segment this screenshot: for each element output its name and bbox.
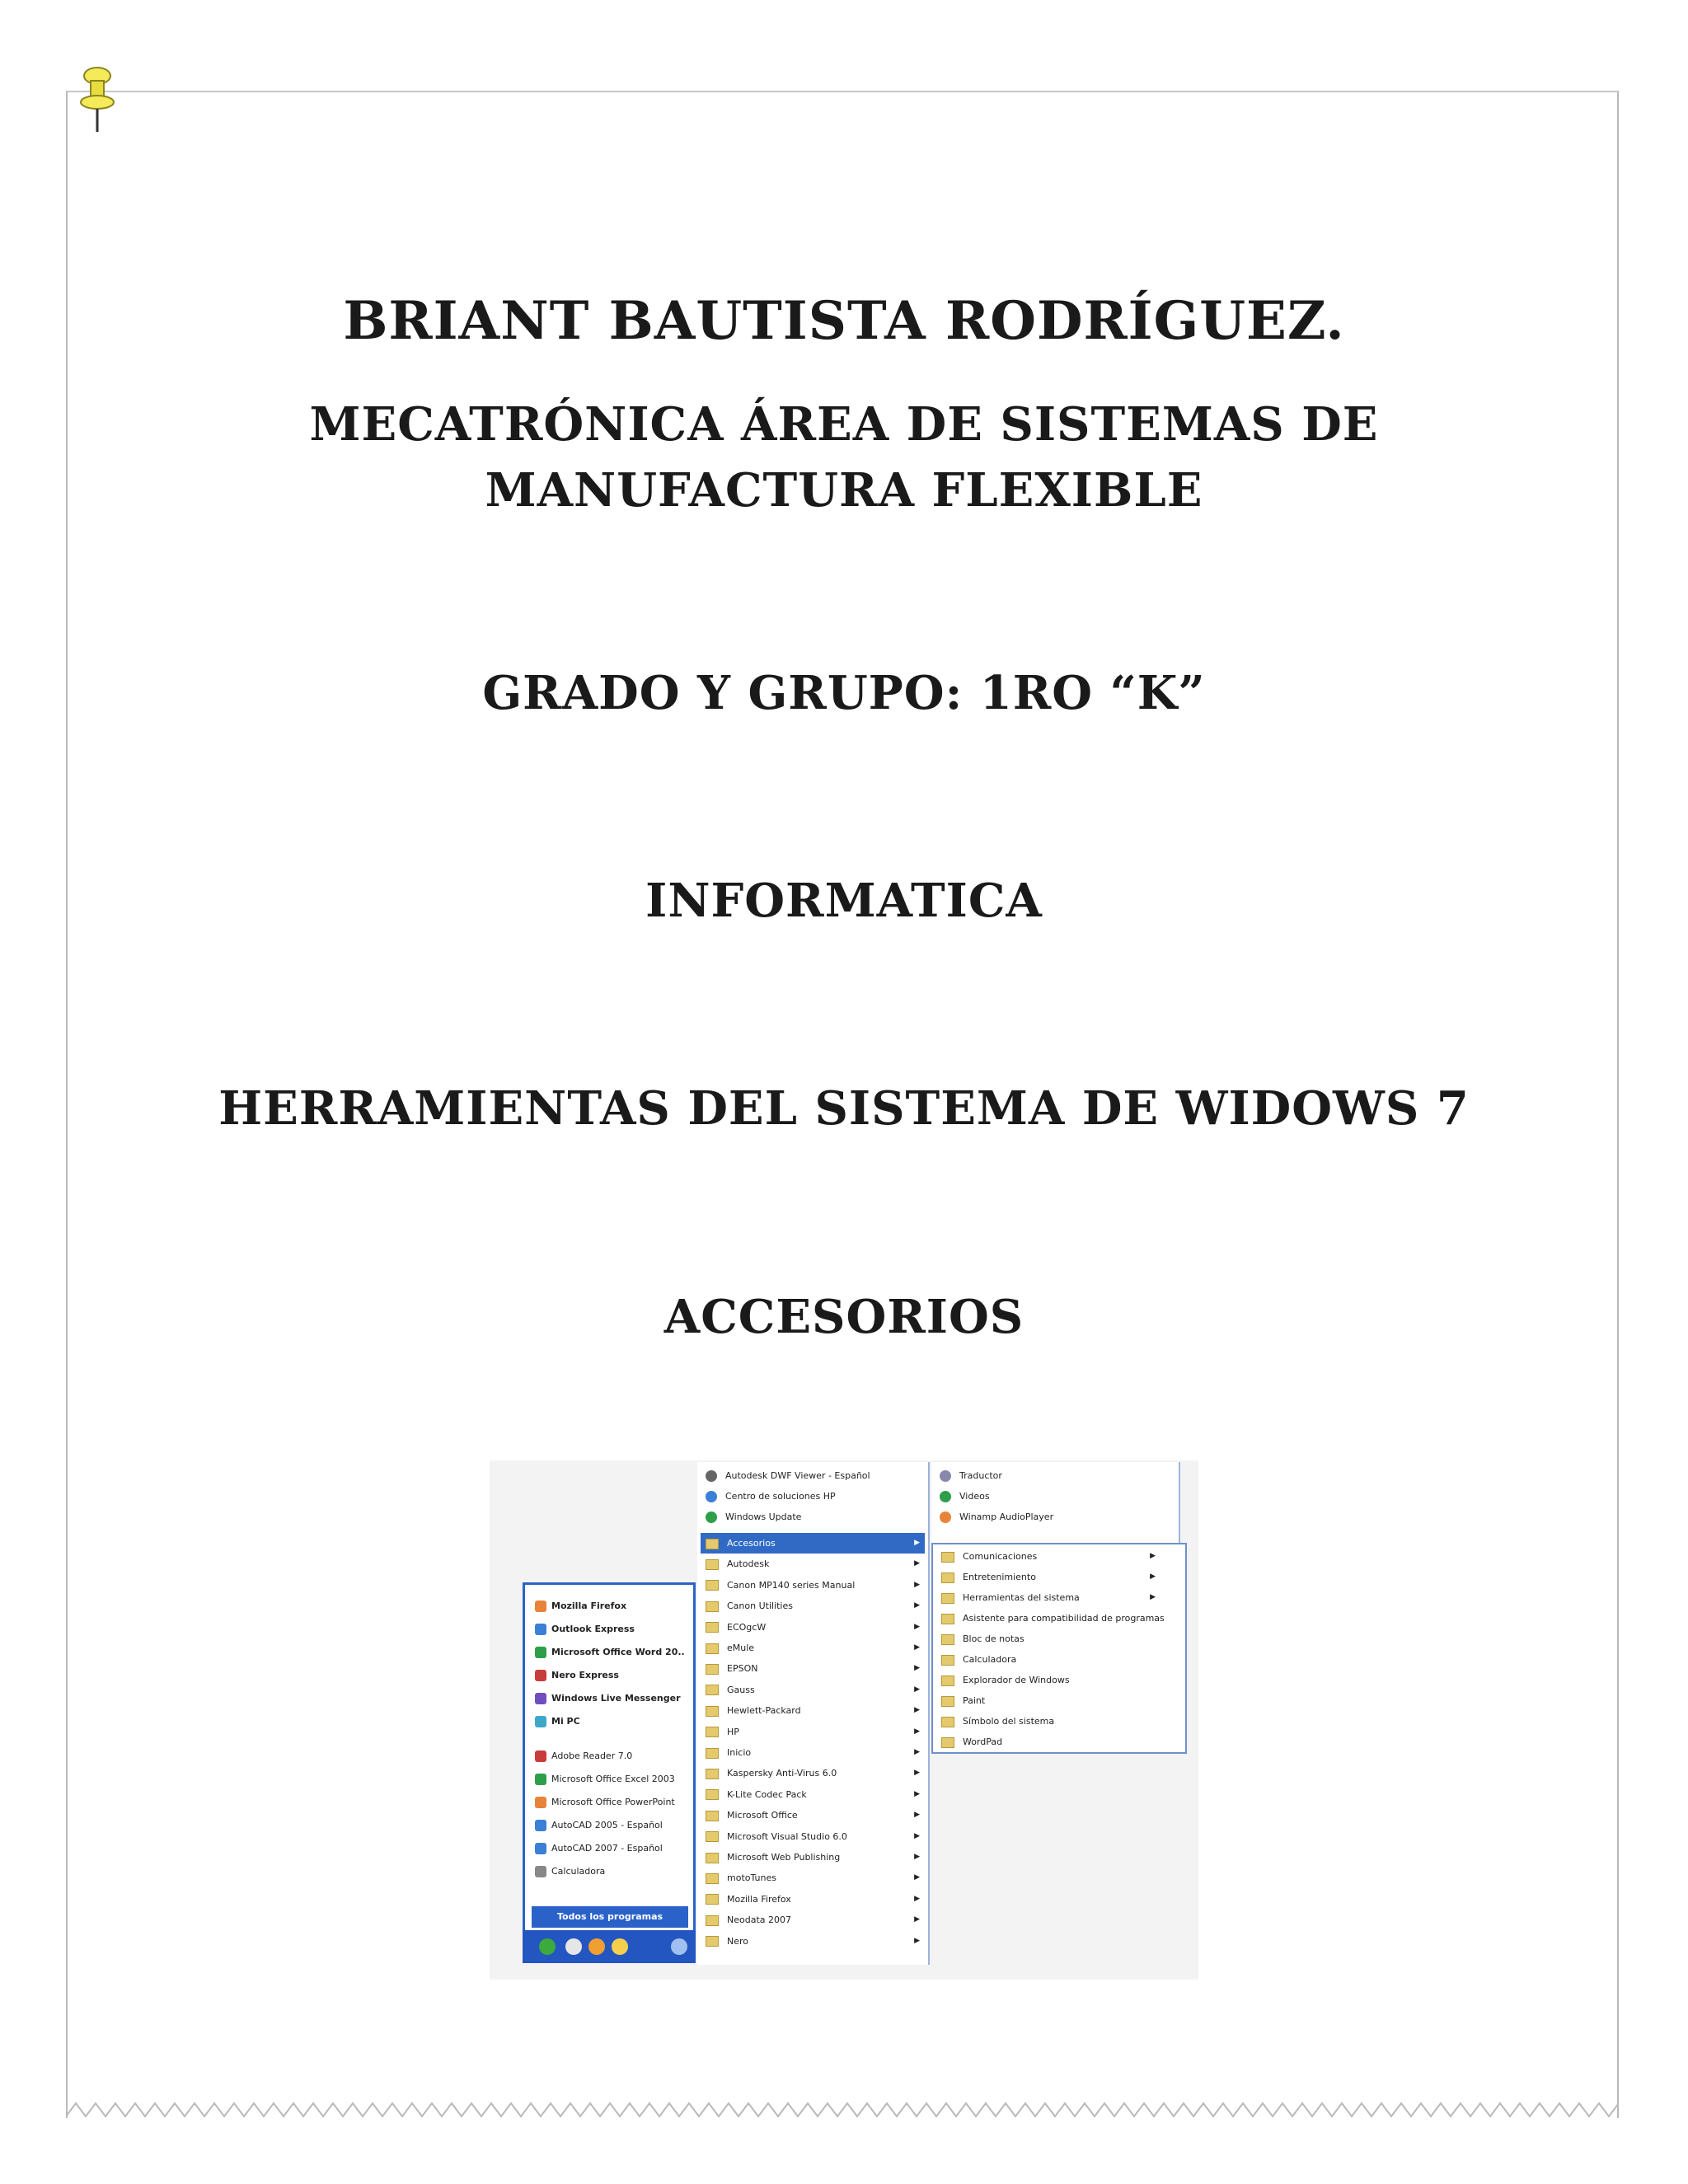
folder-icon xyxy=(706,1936,719,1947)
programs-menu-folder xyxy=(701,1638,925,1658)
submenu-arrow-icon: ▶ xyxy=(1150,1552,1156,1560)
accessories-menu-item-label: Calculadora xyxy=(963,1654,1017,1665)
submenu-arrow-icon: ▶ xyxy=(914,1622,920,1631)
start-menu-item-label: Microsoft Office Excel 2003 xyxy=(551,1774,675,1784)
programs-menu-folder xyxy=(701,1847,925,1868)
programs-menu-folder-label: Microsoft Office xyxy=(727,1810,798,1821)
program-icon xyxy=(941,1572,954,1583)
accessories-menu-item xyxy=(936,1732,1160,1752)
programs-menu-folder xyxy=(701,1826,925,1847)
programs-menu-item-label: Autodesk DWF Viewer - Español xyxy=(725,1470,870,1481)
program-icon xyxy=(706,1470,717,1482)
programs-menu-item-label: Windows Update xyxy=(725,1511,802,1522)
program-icon xyxy=(940,1491,951,1502)
folder-icon xyxy=(706,1559,719,1570)
quicklaunch-icon xyxy=(671,1938,687,1955)
folder-icon xyxy=(706,1811,719,1821)
folder-icon xyxy=(706,1580,719,1591)
programs-menu-folder xyxy=(701,1722,925,1742)
extra-programs-menu xyxy=(931,1462,1180,1548)
program-icon xyxy=(941,1675,954,1686)
programs-menu-folder xyxy=(701,1700,925,1721)
all-programs-button: Todos los programas xyxy=(532,1906,688,1928)
submenu-arrow-icon: ▶ xyxy=(914,1811,920,1820)
submenu-arrow-icon: ▶ xyxy=(914,1748,920,1756)
accessories-menu-item-label: Bloc de notas xyxy=(963,1633,1025,1644)
programs-menu-folder-label: Neodata 2007 xyxy=(727,1915,791,1926)
program-icon xyxy=(940,1511,951,1523)
start-menu-item-label: Mi PC xyxy=(551,1716,580,1727)
programs-menu-folder-label: HP xyxy=(727,1726,739,1737)
accessories-menu-item xyxy=(936,1629,1160,1649)
submenu-arrow-icon: ▶ xyxy=(914,1769,920,1778)
submenu-arrow-icon: ▶ xyxy=(914,1643,920,1652)
programs-menu-folder xyxy=(701,1742,925,1763)
quicklaunch-icon xyxy=(612,1938,628,1955)
start-orb-icon xyxy=(539,1938,556,1955)
folder-icon xyxy=(706,1539,719,1549)
programs-menu-folder xyxy=(701,1575,925,1596)
accessories-menu-item xyxy=(936,1690,1160,1711)
folder-icon xyxy=(706,1664,719,1675)
submenu-arrow-icon: ▶ xyxy=(914,1664,920,1673)
programs-menu-folder xyxy=(701,1554,925,1574)
program-icon xyxy=(941,1696,954,1707)
submenu-arrow-icon: ▶ xyxy=(914,1539,920,1547)
accessories-menu-item xyxy=(936,1567,1160,1587)
section-title: ACCESORIOS xyxy=(663,1290,1025,1344)
side-menu-item-label: Traductor xyxy=(959,1470,1002,1481)
programs-menu-folder xyxy=(701,1931,925,1952)
program-icon xyxy=(535,1843,546,1854)
programs-menu-item xyxy=(701,1465,925,1486)
accessories-menu-item xyxy=(936,1670,1160,1690)
accessories-menu xyxy=(931,1543,1187,1754)
program-icon xyxy=(941,1614,954,1624)
folder-icon xyxy=(706,1643,719,1654)
start-menu-item xyxy=(535,1712,692,1732)
accessories-menu-item xyxy=(936,1711,1160,1732)
programs-menu-folder xyxy=(701,1680,925,1700)
program-icon xyxy=(535,1693,546,1704)
programs-menu-folder-label: Mozilla Firefox xyxy=(727,1893,791,1905)
folder-icon xyxy=(706,1601,719,1612)
start-menu-item xyxy=(535,1619,692,1639)
programs-menu-folder-label: Hewlett-Packard xyxy=(727,1705,801,1717)
start-menu-item xyxy=(535,1643,692,1662)
submenu-arrow-icon: ▶ xyxy=(1150,1572,1156,1581)
start-menu-screenshot xyxy=(490,1460,1198,1980)
start-menu-item-label: Calculadora xyxy=(551,1866,606,1877)
side-menu-item-label: Videos xyxy=(959,1491,990,1502)
start-menu-item xyxy=(535,1689,692,1708)
quicklaunch-icon xyxy=(588,1938,605,1955)
side-menu-item-label: Winamp AudioPlayer xyxy=(959,1511,1054,1522)
programs-menu xyxy=(697,1462,930,1965)
start-menu-item-label: Microsoft Office PowerPoint xyxy=(551,1797,675,1807)
programs-menu-folder-label: Gauss xyxy=(727,1684,755,1695)
start-menu-item-label: Nero Express xyxy=(551,1670,619,1680)
programs-menu-folder xyxy=(701,1889,925,1910)
program-icon xyxy=(940,1470,951,1482)
programs-menu-folder xyxy=(701,1910,925,1930)
folder-icon xyxy=(706,1789,719,1800)
programs-menu-folder-label: Microsoft Web Publishing xyxy=(727,1852,841,1863)
programs-menu-folder-label: Canon Utilities xyxy=(727,1601,793,1612)
programs-menu-folder-label: Accesorios xyxy=(727,1538,776,1549)
program-icon xyxy=(535,1670,546,1681)
grade-group: GRADO Y GRUPO: 1RO “K” xyxy=(482,666,1206,720)
programs-menu-folder-label: K-Lite Codec Pack xyxy=(727,1788,807,1800)
folder-icon xyxy=(706,1915,719,1926)
submenu-arrow-icon: ▶ xyxy=(914,1601,920,1610)
accessories-menu-item xyxy=(936,1546,1160,1567)
start-menu-item-label: AutoCAD 2007 - Español xyxy=(551,1843,663,1854)
programs-menu-folder xyxy=(701,1533,925,1554)
programs-menu-folder-label: Inicio xyxy=(727,1747,752,1758)
start-menu-item-label: Outlook Express xyxy=(551,1624,635,1634)
programs-menu-item xyxy=(701,1507,925,1527)
program-icon xyxy=(535,1624,546,1635)
accessories-menu-item xyxy=(936,1587,1160,1608)
submenu-arrow-icon: ▶ xyxy=(914,1831,920,1840)
program-icon xyxy=(535,1820,546,1831)
start-menu-item-label: Windows Live Messenger xyxy=(551,1693,681,1704)
program-icon xyxy=(535,1647,546,1658)
start-menu-item xyxy=(535,1816,692,1835)
program-icon xyxy=(535,1601,546,1612)
taskbar xyxy=(523,1930,696,1963)
program-icon xyxy=(941,1593,954,1604)
submenu-arrow-icon: ▶ xyxy=(914,1915,920,1924)
programs-menu-folder xyxy=(701,1763,925,1783)
program-icon xyxy=(941,1737,954,1748)
folder-icon xyxy=(706,1873,719,1884)
programs-menu-folder-label: Nero xyxy=(727,1935,749,1947)
folder-icon xyxy=(706,1894,719,1905)
start-menu-item xyxy=(535,1862,692,1882)
programs-menu-folder-label: Autodesk xyxy=(727,1558,770,1570)
program-icon xyxy=(941,1717,954,1727)
submenu-arrow-icon: ▶ xyxy=(914,1580,920,1589)
submenu-arrow-icon: ▶ xyxy=(914,1936,920,1945)
accessories-menu-item-label: Comunicaciones xyxy=(963,1551,1038,1562)
side-menu-item xyxy=(935,1507,1159,1527)
programs-menu-folder xyxy=(701,1868,925,1888)
start-menu-item xyxy=(535,1746,692,1766)
submenu-arrow-icon: ▶ xyxy=(914,1853,920,1861)
subject: INFORMATICA xyxy=(645,874,1043,928)
folder-icon xyxy=(706,1831,719,1842)
quicklaunch-icon xyxy=(565,1938,582,1955)
programs-menu-folder-label: ECOgcW xyxy=(727,1621,767,1633)
accessories-menu-item-label: Símbolo del sistema xyxy=(963,1716,1055,1727)
submenu-arrow-icon: ▶ xyxy=(914,1706,920,1715)
programs-menu-folder-label: motoTunes xyxy=(727,1872,776,1884)
folder-icon xyxy=(706,1748,719,1759)
programs-menu-folder-label: Microsoft Visual Studio 6.0 xyxy=(727,1830,847,1842)
start-menu-item xyxy=(535,1769,692,1789)
start-menu-item-label: AutoCAD 2005 - Español xyxy=(551,1820,663,1830)
start-menu-item xyxy=(535,1596,692,1616)
program-icon xyxy=(535,1866,546,1877)
submenu-arrow-icon: ▶ xyxy=(914,1894,920,1903)
program-icon xyxy=(941,1634,954,1645)
programs-menu-folder xyxy=(701,1784,925,1805)
folder-icon xyxy=(706,1622,719,1633)
programs-menu-folder xyxy=(701,1617,925,1638)
submenu-arrow-icon: ▶ xyxy=(914,1685,920,1694)
programs-menu-folder xyxy=(701,1596,925,1616)
start-menu-item-label: Adobe Reader 7.0 xyxy=(551,1750,633,1761)
program-icon xyxy=(941,1552,954,1563)
accessories-menu-item xyxy=(936,1608,1165,1629)
side-menu-item xyxy=(935,1465,1159,1486)
program-icon xyxy=(706,1511,717,1523)
accessories-menu-item xyxy=(936,1649,1160,1670)
programs-menu-item-label: Centro de soluciones HP xyxy=(725,1491,836,1502)
folder-icon xyxy=(706,1853,719,1863)
career-line-1: MECATRÓNICA ÁREA DE SISTEMAS DE xyxy=(309,397,1379,452)
programs-menu-folder-label: eMule xyxy=(727,1643,755,1653)
submenu-arrow-icon: ▶ xyxy=(1150,1593,1156,1601)
career-line-2: MANUFACTURA FLEXIBLE xyxy=(485,463,1203,518)
accessories-menu-item-label: WordPad xyxy=(963,1736,1003,1747)
program-icon xyxy=(941,1655,954,1666)
programs-menu-folder xyxy=(701,1805,925,1825)
author-name: BRIANT BAUTISTA RODRÍGUEZ. xyxy=(343,290,1345,352)
program-icon xyxy=(535,1774,546,1785)
pushpin-icon xyxy=(76,64,119,134)
start-menu-item xyxy=(535,1666,692,1685)
start-menu-item xyxy=(535,1793,692,1812)
topic: HERRAMIENTAS DEL SISTEMA DE WIDOWS 7 xyxy=(218,1081,1470,1136)
programs-menu-folder-label: Canon MP140 series Manual xyxy=(727,1579,856,1591)
side-menu-item xyxy=(935,1486,1159,1507)
torn-bottom-edge xyxy=(66,2100,1619,2125)
program-icon xyxy=(535,1797,546,1808)
programs-menu-folder-label: Kaspersky Anti-Virus 6.0 xyxy=(727,1768,837,1779)
folder-icon xyxy=(706,1685,719,1695)
submenu-arrow-icon: ▶ xyxy=(914,1873,920,1882)
submenu-arrow-icon: ▶ xyxy=(914,1727,920,1736)
accessories-menu-item-label: Explorador de Windows xyxy=(963,1675,1070,1685)
programs-menu-folder xyxy=(701,1658,925,1679)
folder-icon xyxy=(706,1727,719,1737)
programs-menu-folder-label: EPSON xyxy=(727,1663,758,1675)
start-menu-panel xyxy=(523,1582,696,1963)
accessories-menu-item-label: Paint xyxy=(963,1695,986,1706)
programs-menu-item xyxy=(701,1486,925,1507)
start-menu-item-label: Mozilla Firefox xyxy=(551,1601,627,1611)
accessories-menu-item-label: Entretenimiento xyxy=(963,1572,1036,1582)
accessories-menu-item-label: Asistente para compatibilidad de programas xyxy=(963,1613,1165,1624)
accessories-menu-item-label: Herramientas del sistema xyxy=(963,1592,1080,1603)
submenu-arrow-icon: ▶ xyxy=(914,1789,920,1798)
program-icon xyxy=(535,1750,546,1762)
folder-icon xyxy=(706,1769,719,1779)
start-menu-item-label: Microsoft Office Word 20.. xyxy=(551,1647,685,1657)
submenu-arrow-icon: ▶ xyxy=(914,1559,920,1568)
program-icon xyxy=(535,1716,546,1727)
start-menu-item xyxy=(535,1839,692,1858)
program-icon xyxy=(706,1491,717,1502)
folder-icon xyxy=(706,1706,719,1717)
